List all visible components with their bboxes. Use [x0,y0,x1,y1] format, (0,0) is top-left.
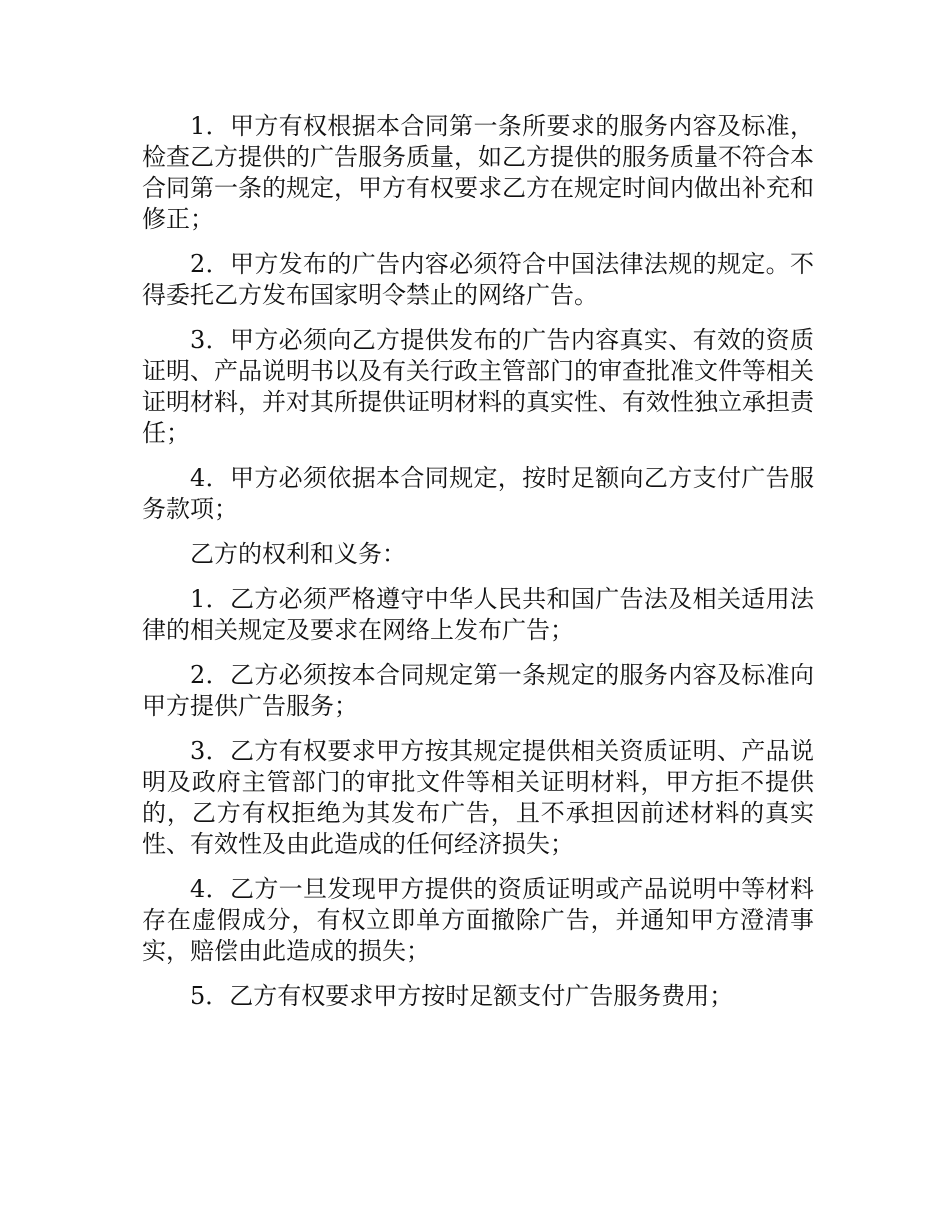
section-heading-party-b: 乙方的权利和义务： [190,540,406,568]
clause-party-a-2: 2．甲方发布的广告内容必须符合中国法律法规的规定。不得委托乙方发布国家明令禁止的网络广告。 [142,250,814,309]
clause-party-b-4: 4．乙方一旦发现甲方提供的资质证明或产品说明中等材料存在虚假成分，有权立即单方面撤除广告，并通知甲方澄清事实，赔偿由此造成的损失； [142,875,814,965]
clause-party-b-1: 1．乙方必须严格遵守中华人民共和国广告法及相关适用法律的相关规定及要求在网络上发布广告； [142,585,814,644]
clause-party-a-1: 1．甲方有权根据本合同第一条所要求的服务内容及标准，检查乙方提供的广告服务质量，如乙方提供的服务质量不符合本合同第一条的规定，甲方有权要求乙方在规定时间内做出补充和修正； [142,112,814,233]
clause-party-a-3: 3．甲方必须向乙方提供发布的广告内容真实、有效的资质证明、产品说明书以及有关行政主管部门的审查批准文件等相关证明材料，并对其所提供证明材料的真实性、有效性独立承担责任； [142,326,814,447]
clause-party-a-4: 4．甲方必须依据本合同规定，按时足额向乙方支付广告服务款项； [142,464,814,523]
clause-party-b-5: 5．乙方有权要求甲方按时足额支付广告服务费用； [190,982,734,1010]
clause-party-b-3: 3．乙方有权要求甲方按其规定提供相关资质证明、产品说明及政府主管部门的审批文件等相关证明材料，甲方拒不提供的，乙方有权拒绝为其发布广告，且不承担因前述材料的真实性、有效性及由此造成的任何经济损失； [142,737,814,858]
document-body [142,111,814,1026]
clause-party-b-2: 2．乙方必须按本合同规定第一条规定的服务内容及标准向甲方提供广告服务； [142,661,814,720]
